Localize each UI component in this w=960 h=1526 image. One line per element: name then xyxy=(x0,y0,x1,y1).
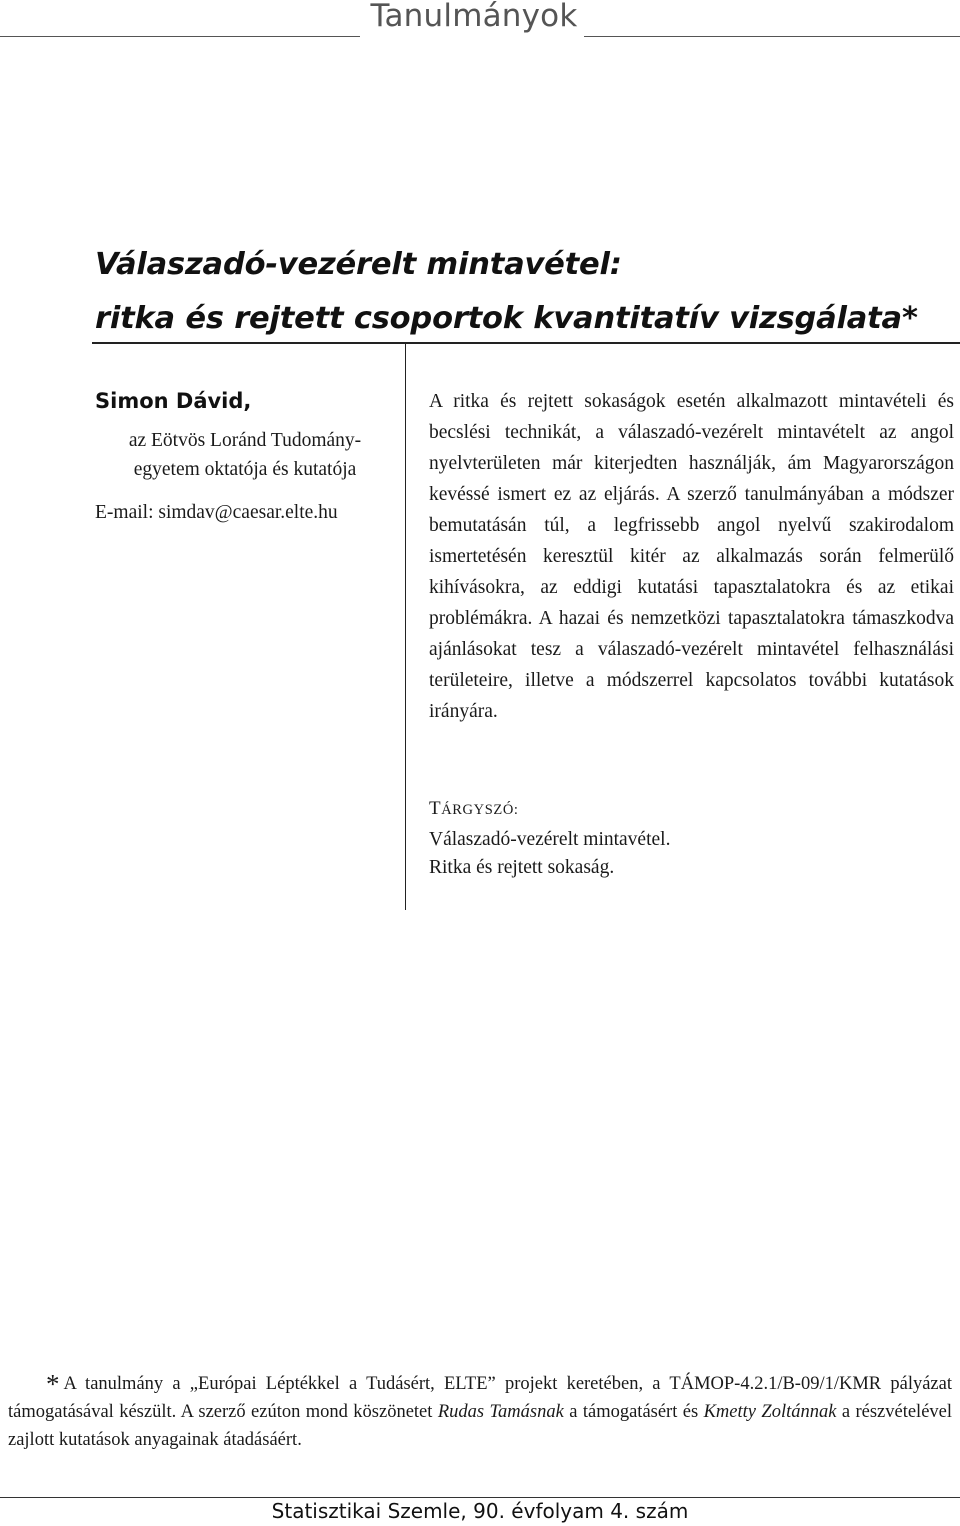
footnote-text: A tanulmány a „Európai Léptékkel a Tudásért, ELTE” projekt keretében, a TÁMOP-4.2.1/B-09/1/KMR pályázat támogatásával készült. A szerző ezúton mond köszönetet xyxy=(8,1374,952,1422)
title-rule xyxy=(92,342,960,344)
author-name: Simon Dávid, xyxy=(95,389,252,413)
footnote-text: a támogatásért és xyxy=(563,1402,704,1422)
article-title-line2: ritka és rejtett csoportok kvantitatív vizsgálata* xyxy=(95,301,918,336)
author-affiliation-line1: az Eötvös Loránd Tudomány- xyxy=(128,430,362,451)
column-divider xyxy=(405,342,406,910)
section-title: Tanulmányok xyxy=(370,0,578,34)
footer-rule xyxy=(0,1497,960,1498)
article-title xyxy=(95,238,918,346)
author-email: E-mail: simdav@caesar.elte.hu xyxy=(95,502,338,523)
author-affiliation xyxy=(95,426,395,484)
journal-footer: Statisztikai Szemle, 90. évfolyam 4. szám xyxy=(271,1499,689,1523)
abstract: A ritka és rejtett sokaságok esetén alkalmazott mintavételi és becslési technikát, a válaszadó-vezérelt mintavételt az angol nyelvterületen már kiterjedten használják, ám Magyarországon kevéssé ismert ez az eljárás. A szerző tanulmányában a módszer bemutatásán túl, a legfrissebb angol nyelvű szakirodalom ismertetésén keresztül kitér az alkalmazás során felmerülő kihívásokra, az eddigi kutatási tapasztalatokra és az etikai problémákra. A hazai és nemzetközi tapasztalatokra támaszkodva ajánlásokat tesz a válaszadó-vezérelt mintavétel felhasználási területeire, illetve a módszerrel kapcsolatos további kutatások irányára. xyxy=(429,391,954,722)
footnote xyxy=(8,1370,952,1454)
footnote-marker: * xyxy=(46,1369,60,1399)
footnote-name-kmetty: Kmetty Zoltánnak xyxy=(703,1402,837,1422)
header-rule-right xyxy=(584,36,960,37)
author-affiliation-line2: egyetem oktatója és kutatója xyxy=(133,459,357,480)
keyword-item: Válaszadó-vezérelt mintavétel. xyxy=(429,829,671,850)
keywords-label: TÁRGYSZÓ: xyxy=(429,798,519,819)
footnote-text: a részvételével zajlott kutatások anyagainak átadásáért. xyxy=(8,1402,953,1450)
article-title-line1: Válaszadó-vezérelt mintavétel: xyxy=(95,247,622,282)
footnote-name-rudas: Rudas Tamásnak xyxy=(437,1402,564,1422)
header-rule-left xyxy=(0,36,360,37)
keyword-item: Ritka és rejtett sokaság. xyxy=(429,857,615,878)
